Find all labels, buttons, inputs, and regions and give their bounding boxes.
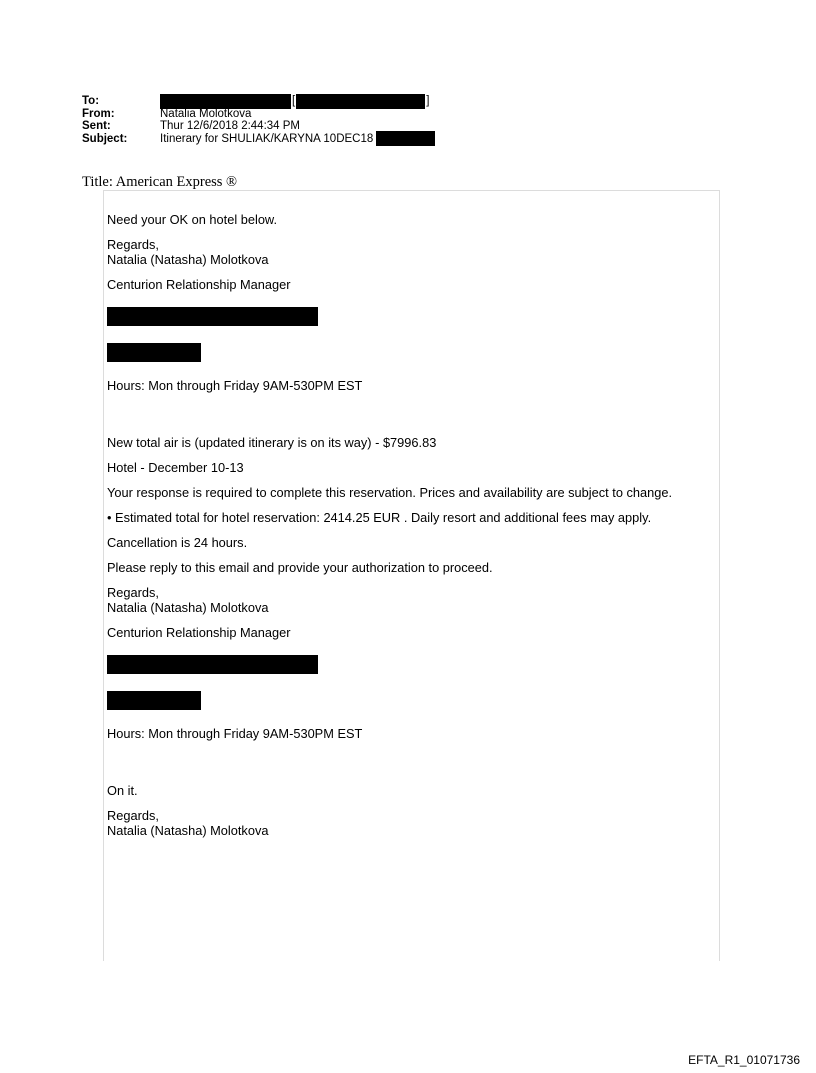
air-total: New total air is (updated itinerary is on its way) - $7996.83 [107, 435, 437, 450]
signature-role: Centurion Relationship Manager [107, 625, 291, 640]
subject-label: Subject: [82, 132, 128, 145]
signature-regards: Regards, [107, 237, 159, 252]
to-label: To: [82, 95, 100, 107]
redaction-block [107, 691, 201, 710]
to-value [160, 95, 430, 108]
hotel-estimate: • Estimated total for hotel reservation: 2414.25 EUR . Daily resort and additional fees may apply. [107, 510, 652, 525]
redaction-block [376, 131, 435, 146]
bracket-open: [ [292, 95, 296, 107]
subject-row [82, 133, 435, 146]
to-row [82, 95, 435, 108]
sent-value: Thur 12/6/2018 2:44:34 PM [160, 120, 301, 132]
signature-role: Centurion Relationship Manager [107, 277, 291, 292]
reply-on-it: On it. [107, 783, 138, 798]
page-title: Title: American Express ® [82, 174, 238, 190]
from-label: From: [82, 107, 115, 120]
redaction-block [107, 307, 318, 326]
response-required: Your response is required to complete this reservation. Prices and availability are subject to change. [107, 485, 673, 500]
signature-hours: Hours: Mon through Friday 9AM-530PM EST [107, 726, 363, 741]
from-value: Natalia Molotkova [160, 107, 252, 120]
reply-request: Please reply to this email and provide your authorization to proceed. [107, 560, 493, 575]
redaction-block [107, 655, 318, 674]
message-body [107, 212, 717, 838]
signature-regards: Regards, [107, 585, 159, 600]
signature-name: Natalia (Natasha) Molotkova [107, 252, 269, 267]
from-row [82, 108, 435, 121]
signature-name: Natalia (Natasha) Molotkova [107, 600, 269, 615]
signature-hours: Hours: Mon through Friday 9AM-530PM EST [107, 378, 363, 393]
signature-regards: Regards, [107, 808, 159, 823]
hotel-dates: Hotel - December 10-13 [107, 460, 244, 475]
document-id: EFTA_R1_01071736 [688, 1053, 800, 1067]
redaction-block [160, 94, 291, 109]
redaction-block [296, 94, 425, 109]
cancellation-policy: Cancellation is 24 hours. [107, 535, 248, 550]
signature-name: Natalia (Natasha) Molotkova [107, 823, 269, 838]
subject-value [160, 133, 435, 146]
request-line: Need your OK on hotel below. [107, 212, 278, 227]
sent-label: Sent: [82, 120, 111, 132]
bracket-close: ] [426, 95, 430, 107]
redaction-block [107, 343, 201, 362]
email-header [82, 95, 435, 145]
subject-text: Itinerary for SHULIAK/KARYNA 10DEC18 [160, 132, 374, 145]
